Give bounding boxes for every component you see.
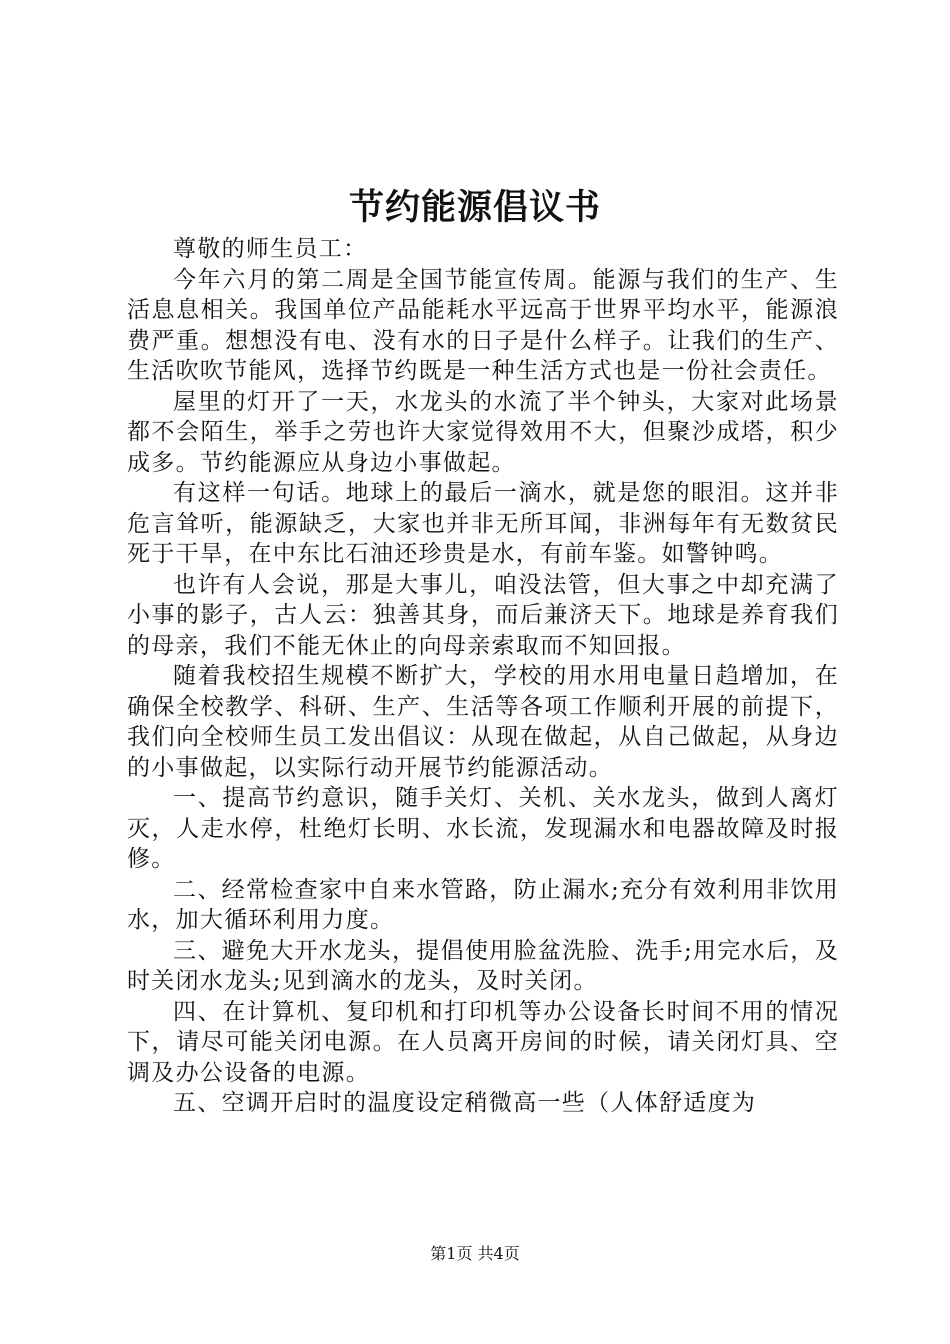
paragraph: 随着我校招生规模不断扩大，学校的用水用电量日趋增加，在确保全校教学、科研、生产、生活等各项工作顺利开展的前提下，我们向全校师生员工发出倡议：从现在做起，从自己做起，从身边的小事做起，以实际行动开展节约能源活动。 <box>127 663 839 781</box>
paragraph: 五、空调开启时的温度设定稍微高一些（人体舒适度为 <box>173 1090 757 1116</box>
paragraph: 有这样一句话。地球上的最后一滴水，就是您的眼泪。这并非危言耸听，能源缺乏，大家也并非无所耳闻，非洲每年有无数贫民死于干旱，在中东比石油还珍贵是水，有前车鉴。如警钟鸣。 <box>127 480 839 567</box>
paragraph: 三、避免大开水龙头，提倡使用脸盆洗脸、洗手;用完水后，及时关闭水龙头;见到滴水的龙头，及时关闭。 <box>127 937 839 994</box>
page-footer: 第1页 共4页 <box>430 1244 520 1263</box>
paragraph: 二、经常检查家中自来水管路，防止漏水;充分有效利用非饮用水，加大循环利用力度。 <box>127 876 839 933</box>
salutation: 尊敬的师生员工： <box>173 236 368 262</box>
paragraph: 今年六月的第二周是全国节能宣传周。能源与我们的生产、生活息息相关。我国单位产品能耗水平远高于世界平均水平，能源浪费严重。想想没有电、没有水的日子是什么样子。让我们的生产、生活吹吹节能风，选择节约既是一种生活方式也是一份社会责任。 <box>127 266 839 384</box>
document-body <box>127 234 839 1119</box>
paragraph: 也许有人会说，那是大事儿，咱没法管，但大事之中却充满了小事的影子，古人云：独善其身，而后兼济天下。地球是养育我们的母亲，我们不能无休止的向母亲索取而不知回报。 <box>127 571 839 659</box>
paragraph: 屋里的灯开了一天，水龙头的水流了半个钟头，大家对此场景都不会陌生，举手之劳也许大家觉得效用不大，但聚沙成塔，积少成多。节约能源应从身边小事做起。 <box>127 388 839 476</box>
document-title: 节约能源倡议书 <box>348 187 601 228</box>
paragraph: 一、提高节约意识，随手关灯、关机、关水龙头，做到人离灯灭，人走水停，杜绝灯长明、水长流，发现漏水和电器故障及时报修。 <box>127 785 839 872</box>
paragraph: 四、在计算机、复印机和打印机等办公设备长时间不用的情况下，请尽可能关闭电源。在人员离开房间的时候，请关闭灯具、空调及办公设备的电源。 <box>127 998 839 1086</box>
